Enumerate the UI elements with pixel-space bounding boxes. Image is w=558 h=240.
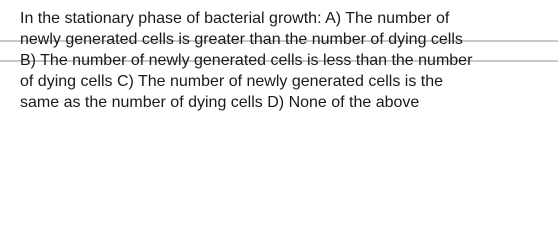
question-text: In the stationary phase of bacterial growth: A) The number of newly generated cells is greater than the number of dying cells B) The number of newly generated cells is less than the number of dying cells C) The number of newly generated cells is the same as the number of dying cells D) None of the above (20, 10, 473, 111)
